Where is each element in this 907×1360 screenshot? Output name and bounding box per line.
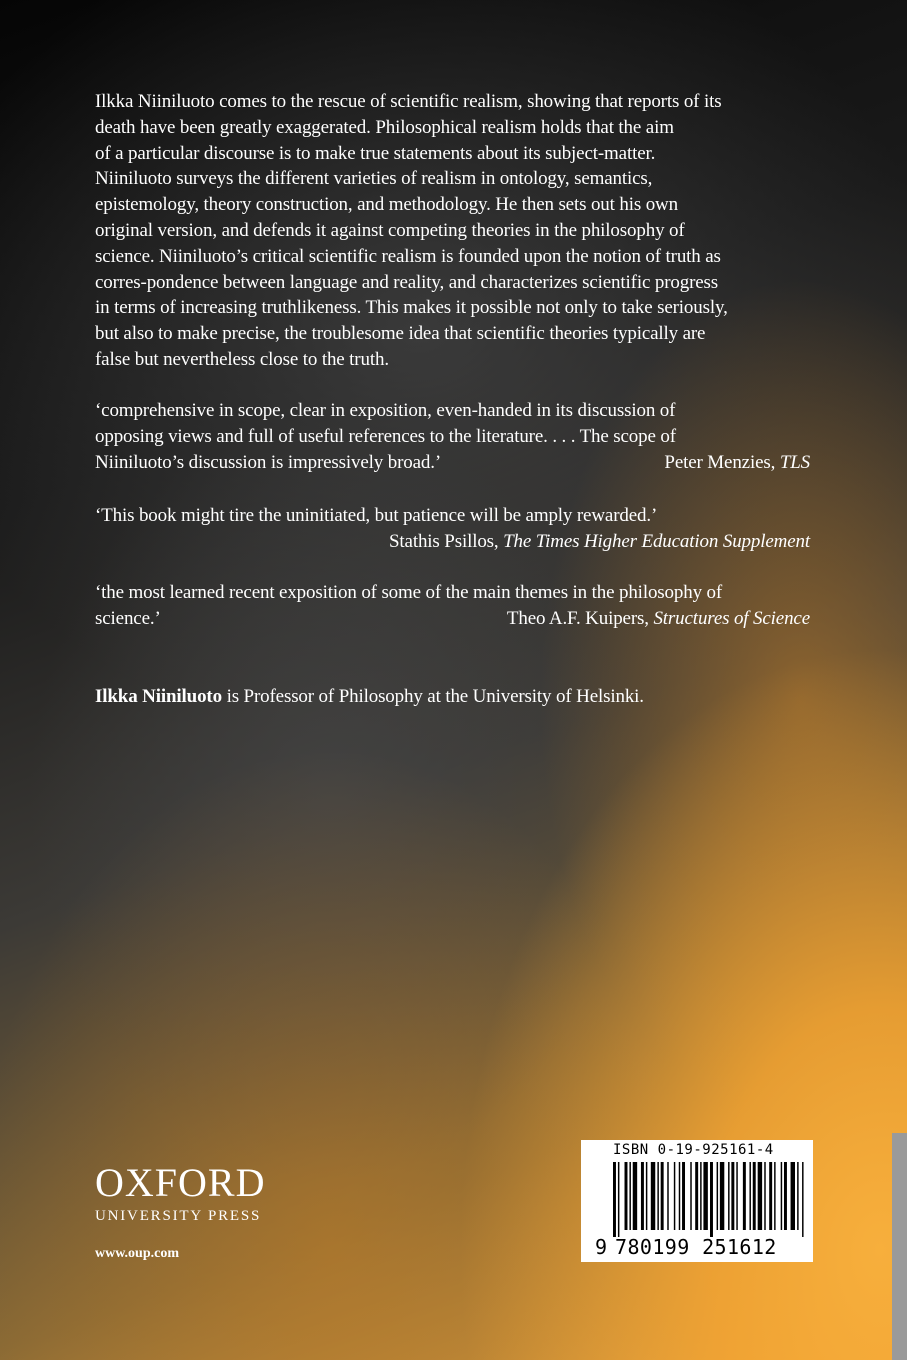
barcode-bar [781, 1162, 782, 1230]
quote-line: Niiniluoto’s discussion is impressively broad.’ [95, 451, 442, 473]
description-line: Ilkka Niiniluoto comes to the rescue of scientific realism, showing that reports of its [95, 91, 722, 112]
barcode-bar [618, 1162, 619, 1237]
quote-line: opposing views and full of useful references to the literature. . . . The scope of [95, 425, 676, 447]
barcode-bar [758, 1162, 762, 1230]
description-line: science. Niiniluoto’s critical scientific realism is founded upon the notion of truth as [95, 245, 721, 267]
isbn-barcode [581, 1140, 813, 1262]
quote-last-line-with-attribution [95, 450, 810, 476]
quote-attribution [95, 529, 810, 555]
description-line: epistemology, theory construction, and methodology. He then sets out his own [95, 194, 678, 216]
author-name: Ilkka Niiniluoto [95, 686, 222, 707]
barcode-bar [717, 1162, 718, 1230]
isbn-number: ISBN 0-19-925161-4 [613, 1142, 774, 1158]
quote-line: ‘comprehensive in scope, clear in exposition, even-handed in its discussion of [95, 400, 676, 421]
ean-digits: 780199 251612 [615, 1235, 777, 1259]
barcode-bar [667, 1162, 668, 1230]
description-line: Niiniluoto surveys the different varieties of realism in ontology, semantics, [95, 168, 653, 190]
barcode-bar [690, 1162, 691, 1230]
review-quote-psillos [95, 503, 810, 555]
author-bio [95, 684, 810, 710]
barcode-bar [651, 1162, 655, 1230]
barcode-bar [784, 1162, 787, 1230]
barcode-bar [720, 1162, 724, 1230]
quote-line: ‘This book might tire the uninitiated, but patience will be amply rewarded.’ [95, 505, 658, 526]
barcode-bar [802, 1162, 803, 1237]
review-quote-menzies [95, 398, 810, 475]
quote-last-line-with-attribution [95, 606, 810, 632]
review-source: The Times Higher Education Supplement [503, 530, 810, 552]
barcode-icon [613, 1162, 807, 1237]
barcode-bar [774, 1162, 775, 1230]
barcode-bar [646, 1162, 647, 1230]
book-description [95, 89, 810, 373]
barcode-bar [749, 1162, 750, 1230]
publisher-name: OXFORD [95, 1160, 266, 1205]
reviewer-name: Theo A.F. Kuipers, [506, 607, 654, 629]
ean-first-digit: 9 [595, 1235, 608, 1259]
description-line: false but nevertheless close to the truth. [95, 348, 389, 370]
description-line: corres-pondence between language and reality, and characterizes scientific progress [95, 271, 719, 293]
barcode-bar [710, 1162, 713, 1237]
description-line: original version, and defends it against competing theories in the philosophy of [95, 219, 685, 241]
barcode-bar [682, 1162, 685, 1230]
barcode-bar [791, 1162, 795, 1230]
barcode-bar [764, 1162, 765, 1230]
review-source: TLS [779, 451, 810, 473]
barcode-bar [743, 1162, 746, 1230]
review-quote-kuipers [95, 580, 810, 632]
barcode-bar [661, 1162, 664, 1230]
barcode-bar [731, 1162, 734, 1230]
barcode-bar [695, 1162, 698, 1230]
barcode-bar [633, 1162, 637, 1230]
author-bio-text: is Professor of Philosophy at the University of Helsinki. [221, 686, 644, 707]
barcode-bar [657, 1162, 658, 1230]
barcode-bar [797, 1162, 798, 1230]
barcode-bar [736, 1162, 737, 1230]
edge-strip [892, 1133, 907, 1360]
quote-line: science.’ [95, 607, 161, 629]
reviewer-name: Stathis Psillos, [389, 530, 504, 552]
publisher-logo [95, 1162, 305, 1225]
barcode-bar [700, 1162, 701, 1230]
barcode-bar [753, 1162, 756, 1230]
barcode-bar [728, 1162, 729, 1230]
publisher-subtitle: UNIVERSITY PRESS [95, 1208, 262, 1224]
barcode-bar [674, 1162, 675, 1230]
description-line: of a particular discourse is to make true statements about its subject-matter. [95, 142, 656, 164]
barcode-bar [703, 1162, 707, 1230]
publisher-url: www.oup.com [95, 1246, 180, 1261]
description-line: but also to make precise, the troublesome idea that scientific theories typically are [95, 323, 706, 345]
quote-attribution [507, 606, 810, 632]
reviewer-name: Peter Menzies, [664, 451, 780, 473]
barcode-bar [629, 1162, 630, 1230]
barcode-bar [769, 1162, 772, 1230]
description-line: in terms of increasing truthlikeness. This makes it possible not only to take seriously, [95, 297, 728, 319]
barcode-bar [625, 1162, 628, 1230]
barcode-bar [679, 1162, 680, 1230]
barcode-bar [613, 1162, 616, 1237]
barcode-bar [641, 1162, 644, 1230]
quote-line: ‘the most learned recent exposition of some of the main themes in the philosophy of [95, 582, 723, 603]
description-line: death have been greatly exaggerated. Philosophical realism holds that the aim [95, 116, 674, 138]
review-source: Structures of Science [653, 607, 810, 629]
quote-attribution [664, 450, 810, 476]
